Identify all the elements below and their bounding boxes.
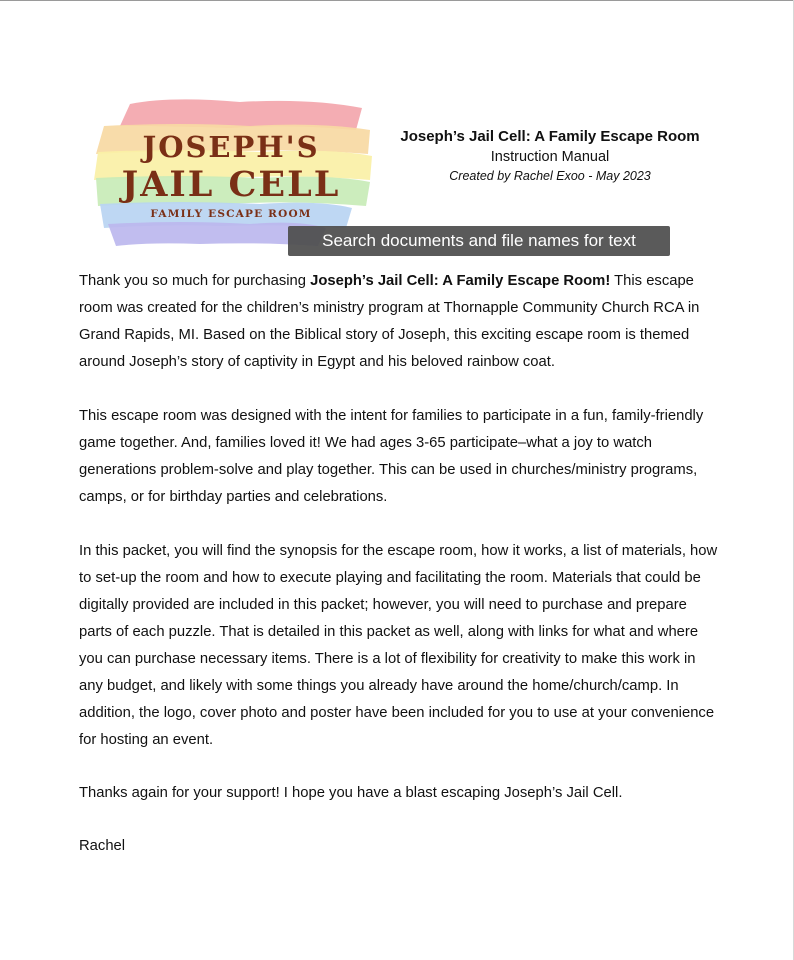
intro-rest: This escape room was created for the children’s ministry program at Thornapple Community Church RCA in Grand Rapids, MI. Based on the Biblical story of Joseph, this exciting escape room is themed around Joseph’s story of captivity in Egypt and his beloved rainbow coat.: [79, 273, 700, 370]
logo-word-jail-cell: JAIL CELL: [121, 164, 341, 205]
document-credit: Created by Rachel Exoo - May 2023: [449, 169, 651, 183]
signature: Rachel: [79, 838, 126, 854]
page-top-border: [0, 0, 794, 1]
document-title: Joseph’s Jail Cell: A Family Escape Room: [400, 128, 700, 145]
logo-tagline: FAMILY ESCAPE ROOM: [150, 208, 312, 220]
paragraph-intro: [79, 268, 719, 376]
intro-lead: Thank you so much for purchasing: [79, 273, 311, 289]
document-body: [79, 268, 719, 860]
intro-bold-title: Joseph’s Jail Cell: A Family Escape Room!: [310, 273, 611, 289]
logo-word-joseph: JOSEPH'S: [142, 130, 320, 164]
paragraph-packet: In this packet, you will find the synopsis for the escape room, how it works, a list of materials, how to set-up the room and how to execute playing and facilitating the room. Materials that could be digitally provided are included in this packet; however, you will need to purchase and prepare parts of each puzzle. That is detailed in this packet as well, along with links for what and where you can purchase necessary items. There is a lot of flexibility for creativity to make this work in any budget, and likely with some things you already have around the home/church/camp. In addition, the logo, cover photo and poster have been included for you to use at your convenience for hosting an event.: [79, 543, 718, 748]
paragraph-thanks: Thanks again for your support! I hope you have a blast escaping Joseph’s Jail Cell.: [79, 785, 623, 801]
paragraph-design: This escape room was designed with the intent for families to participate in a fun, family-friendly game together. And, families loved it! We had ages 3-65 participate–what a joy to watch generations problem-solve and play together. This can be used in churches/ministry programs, camps, or for birthday parties and celebrations.: [79, 408, 704, 505]
search-text-overlay[interactable]: Search documents and file names for text: [288, 226, 670, 256]
document-subtitle: Instruction Manual: [490, 149, 610, 165]
